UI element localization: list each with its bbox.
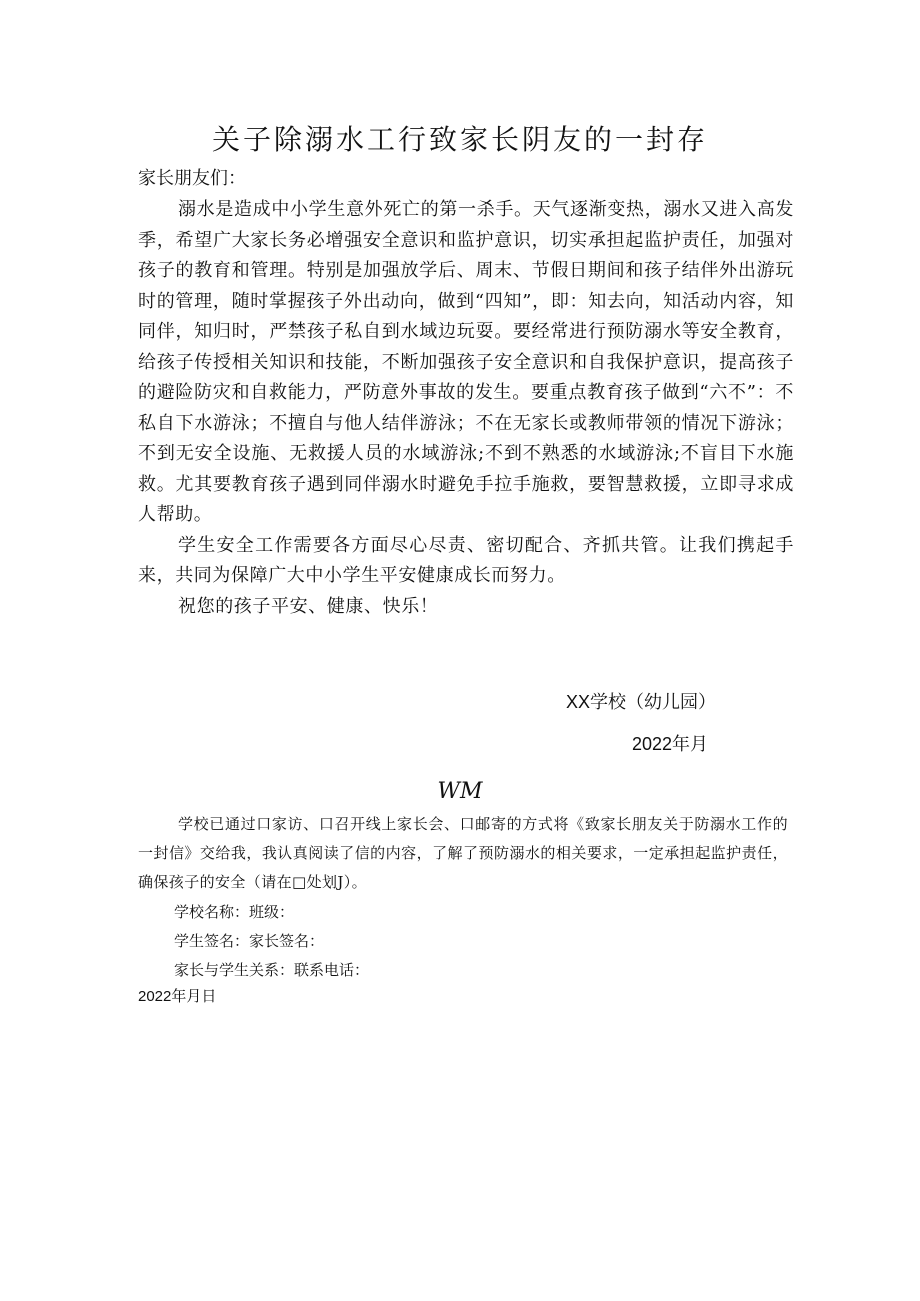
field-school-class: 学校名称：班级： [174,903,295,921]
receipt-body [138,810,788,897]
letter-salutation: 家长朋友们： [138,168,246,189]
letter-paragraph-cooperation: 学生安全工作需要各方面尽心尽责、密切配合、齐抓共管。让我们携起手来，共同为保障广大中小学生平安健康成长而努力。 [138,534,794,586]
letter-paragraph-drowning-advice: 溺水是造成中小学生意外死亡的第一杀手。天气逐渐变热，溺水又进入高发季，希望广大家长务必增强安全意识和监护意识，切实承担起监护责任，加强对孩子的教育和管理。特别是加强放学后、周末、节假日期间和孩子结伴外出游玩时的管理，随时掌握孩子外出动向，做到“四知”，即：知去向，知活动内容，知同伴，知归时，严禁孩子私自到水域边玩耍。要经常进行预防溺水等安全教育，给孩子传授相关知识和技能，不断加强孩子安全意识和自我保护意识，提高孩子的避险防灾和自救能力，严防意外事故的发生。要重点教育孩子做到“六不”：不私自下水游泳；不擅自与他人结伴游泳；不在无家长或教师带领的情况下游泳；不到无安全设施、无救援人员的水域游泳;不到不熟悉的水域游泳;不盲目下水施救。尤其要教育孩子遇到同伴溺水时避免手拉手施救，要智慧救援，立即寻求成人帮助。 [138,199,794,525]
receipt-statement: 学校已通过口家访、口召开线上家长会、口邮寄的方式将《致家长朋友关于防溺水工作的一封信》交给我，我认真阅读了信的内容，了解了预防溺水的相关要求，一定承担起监护责任，确保孩子的安全（请在□处划J）。 [138,815,788,891]
receipt-title: WM [437,779,483,804]
letter-body [138,195,794,622]
signature-organization: XX学校（幼儿园） [566,692,717,712]
field-relation-phone: 家长与学生关系：联系电话： [174,961,370,979]
field-student-parent-signature: 学生签名：家长签名： [174,932,325,950]
signature-date: 2022年月 [632,734,709,754]
letter-title: 关子除溺水工行致家长阴友的一封存 [211,123,708,156]
letter-paragraph-wishes: 祝您的孩子平安、健康、快乐！ [178,595,439,617]
receipt-date: 2022年月日 [138,988,217,1005]
